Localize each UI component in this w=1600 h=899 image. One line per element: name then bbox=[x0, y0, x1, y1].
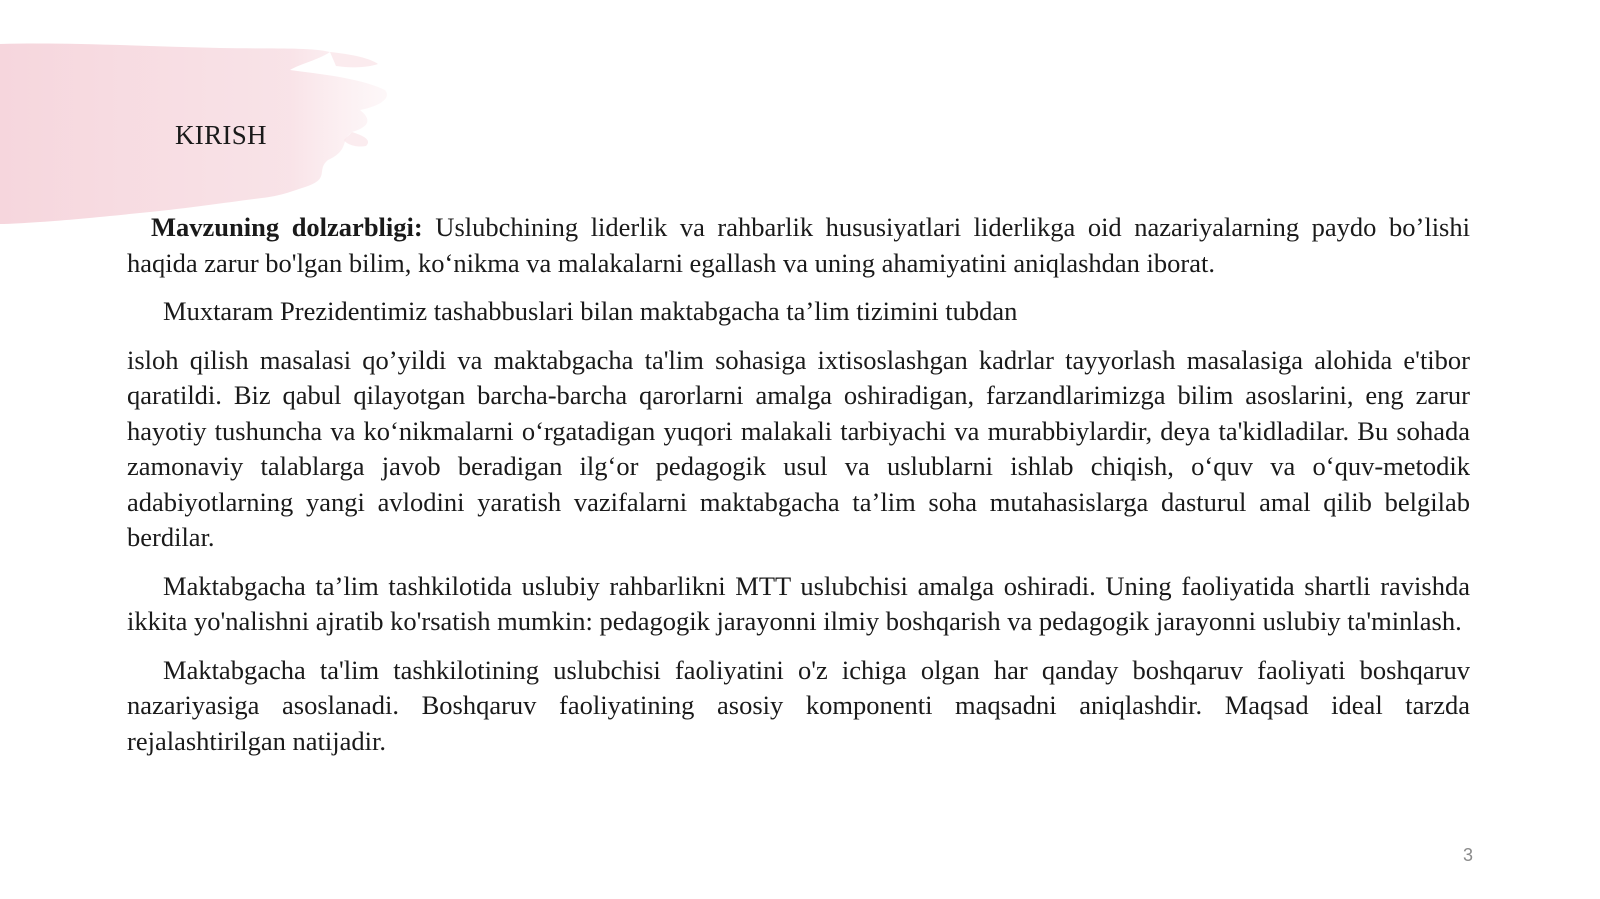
relevance-text: Uslubchining liderlik va rahbarlik hususiyatlari liderlikga oid nazariyalarning paydo bo’lishi haqida zarur bo'lgan bilim, koʻnikma va malakalarni egallash va uning ahamiyatini aniqlashdan iborat. bbox=[127, 212, 1470, 278]
page-number: 3 bbox=[1462, 845, 1473, 865]
paragraph-methodical-guidance: Maktabgacha ta’lim tashkilotida uslubiy rahbarlikni MTT uslubchisi amalga oshiradi. Uning faoliyatida shartli ravishda ikkita yo'nalishni ajratib ko'rsatish mumkin: pedagogik jarayonni ilmiy boshqarish va pedagogik jarayonni uslubiy ta'minlash. bbox=[127, 570, 1470, 636]
paragraph-management-theory: Maktabgacha ta'lim tashkilotining uslubchisi faoliyatini o'z ichiga olgan har qanday boshqaruv faoliyati boshqaruv nazariyasiga asoslanadi. Boshqaruv faoliyatining asosiy komponenti maqsadni aniqlashdir. Maqsad ideal tarzda rejalashtirilgan natijadir. bbox=[127, 654, 1470, 756]
slide-body-text bbox=[127, 210, 1470, 759]
paragraph-president-continued: isloh qilish masalasi qo’yildi va maktabgacha ta'lim sohasiga ixtisoslashgan kadrlar tayyorlash masalasiga alohida e'tibor qaratildi. Biz qabul qilayotgan barcha-barcha qarorlarni amalga oshiradigan, farzandlarimizga bilim asoslarini, eng zarur hayotiy tushuncha va koʻnikmalarni oʻrgatadigan yuqori malakali tarbiyachi va murabbiylardir, deya ta'kidladilar. Bu sohada zamonaviy talablarga javob beradigan ilgʻor pedagogik usul va uslublarni ishlab chiqish, oʻquv va oʻquv-metodik adabiyotlarning yangi avlodini yaratish vazifalarni maktabgacha ta’lim soha mutahasislarga dasturul amal qilib belgilab berdilar. bbox=[127, 344, 1470, 552]
paragraph-relevance bbox=[127, 210, 1470, 281]
relevance-label: Mavzuning dolzarbligi: bbox=[151, 212, 423, 242]
slide-title: KIRISH bbox=[175, 120, 267, 150]
paragraph-president-intro: Muxtaram Prezidentimiz tashabbuslari bilan maktabgacha ta’lim tizimini tubdan bbox=[163, 296, 1018, 326]
